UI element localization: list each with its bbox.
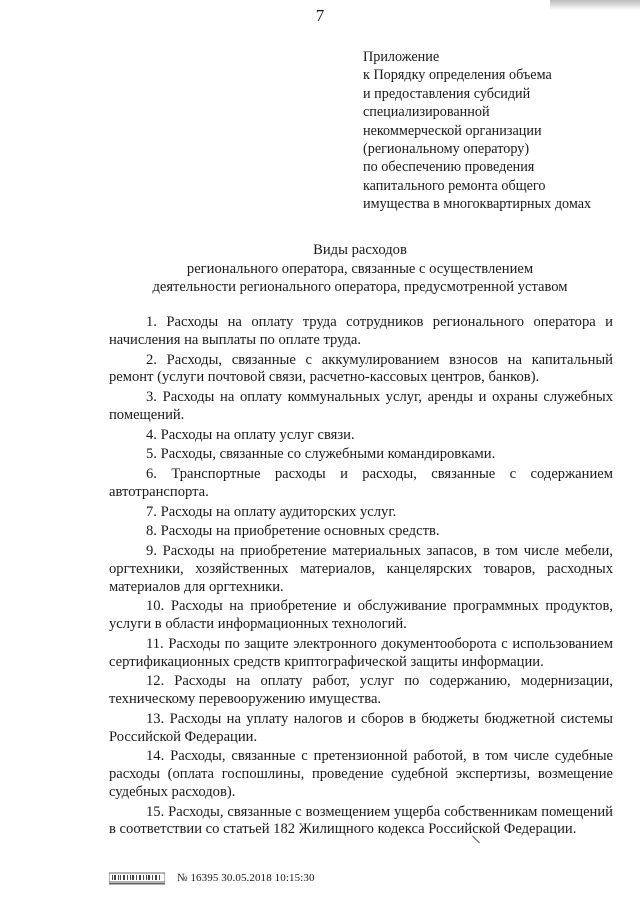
appendix-line: имущества в многоквартирных домах xyxy=(363,196,592,213)
title-line: Виды расходов xyxy=(313,242,407,258)
expense-item: 10. Расходы на приобретение и обслуживание программных продуктов, услуги в области информационных технологий. xyxy=(109,598,613,633)
expense-item: 7. Расходы на оплату аудиторских услуг. xyxy=(146,503,397,520)
appendix-line: по обеспечению проведения xyxy=(363,159,535,176)
appendix-header xyxy=(363,48,613,214)
appendix-line: некоммерческой организации xyxy=(363,122,542,139)
expense-item: 9. Расходы на приобретение материальных запасов, в том числе мебели, оргтехники, хозяйственных материалов, канцелярских товаров, расходных материалов для оргтехники. xyxy=(109,543,613,595)
appendix-line: и предоставления субсидий xyxy=(363,85,531,102)
expense-item: 13. Расходы на уплату налогов и сборов в бюджеты бюджетной системы Российской Федерации. xyxy=(109,710,613,745)
expense-item: 6. Транспортные расходы и расходы, связанные с содержанием автотранспорта. xyxy=(109,466,613,500)
expense-list xyxy=(109,314,613,841)
appendix-line: к Порядку определения объема xyxy=(363,67,552,84)
expense-item: 11. Расходы по защите электронного документооборота с использованием сертификационных средств криптографической защиты информации. xyxy=(109,635,613,670)
expense-item: 3. Расходы на оплату коммунальных услуг, аренды и охраны служебных помещений. xyxy=(109,389,613,423)
expense-item: 5. Расходы, связанные со служебными командировками. xyxy=(146,446,496,463)
title-line: регионального оператора, связанные с осуществлением xyxy=(186,260,534,277)
registration-info: № 16395 30.05.2018 10:15:30 xyxy=(177,872,315,884)
expense-item: 8. Расходы на приобретение основных средств. xyxy=(146,523,440,540)
expense-item: 1. Расходы на оплату труда сотрудников регионального оператора и начисления на выплаты по оплате труда. xyxy=(109,314,613,348)
document-footer xyxy=(109,868,315,888)
page-number: 7 xyxy=(315,6,325,25)
appendix-line: капитального ремонта общего xyxy=(363,177,546,194)
expense-item: 12. Расходы на оплату работ, услуг по содержанию, модернизации, техническому перевооружению имущества. xyxy=(109,673,613,708)
barcode-stamp-icon xyxy=(109,870,165,886)
document-title xyxy=(100,241,620,297)
expense-item: 14. Расходы, связанные с претензионной работой, в том числе судебные расходы (оплата госпошлины, проведение судебной экспертизы, возмещение судебных расходов). xyxy=(109,748,613,800)
appendix-line: специализированной xyxy=(363,104,490,121)
expense-item: 15. Расходы, связанные с возмещением ущерба собственникам помещений в соответствии со статьей 182 Жилищного кодекса Российской Федерации. xyxy=(109,803,613,838)
expense-item: 2. Расходы, связанные с аккумулированием взносов на капитальный ремонт (услуги почтовой связи, расчетно-кассовых центров, банков). xyxy=(109,351,613,386)
expense-item: 4. Расходы на оплату услуг связи. xyxy=(146,426,355,443)
title-line: деятельности регионального оператора, предусмотренной уставом xyxy=(152,279,568,295)
appendix-line: Приложение xyxy=(363,49,440,65)
appendix-line: (региональному оператору) xyxy=(363,141,530,158)
